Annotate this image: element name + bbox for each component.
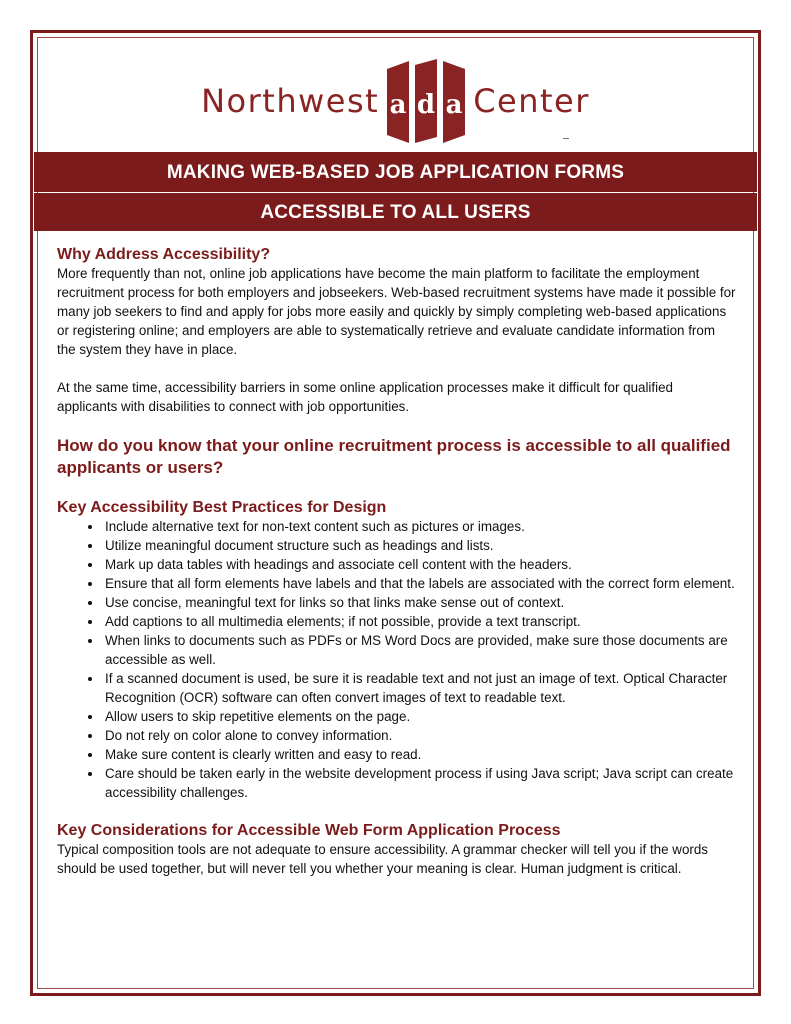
ada-logo-icon	[385, 59, 467, 143]
list-item: • Do not rely on color alone to convey information.	[103, 726, 737, 745]
considerations-heading: Key Considerations for Accessible Web Form Application Process	[57, 822, 561, 839]
considerations-paragraph: Typical composition tools are not adequate to ensure accessibility. A grammar checker will tell you if the words should be used together, but will never tell you whether your meaning is clear. Human judgment is critical.	[57, 842, 708, 876]
title-banner-line-2: ACCESSIBLE TO ALL USERS	[34, 193, 757, 231]
why-paragraph-2: At the same time, accessibility barriers in some online application processes make it difficult for qualified applicants with disabilities to connect with job opportunities.	[57, 380, 674, 414]
list-item: • Add captions to all multimedia elements; if not possible, provide a text transcript.	[103, 612, 737, 631]
main-content	[57, 246, 737, 878]
practices-list	[57, 517, 737, 802]
title-banner-line-1: MAKING WEB-BASED JOB APPLICATION FORMS	[34, 152, 757, 192]
list-item: • If a scanned document is used, be sure it is readable text and not just an image of text. Optical Character Recognition (OCR) software can often convert images of text to readable text.	[103, 669, 737, 707]
svg-text:a: a	[389, 90, 407, 120]
list-item: • Include alternative text for non-text content such as pictures or images.	[103, 517, 737, 536]
list-item: • Use concise, meaningful text for links so that links make sense out of context.	[103, 593, 737, 612]
why-heading: Why Address Accessibility?	[57, 246, 271, 263]
northwest-ada-center-logo	[0, 58, 791, 144]
how-heading: How do you know that your online recruitment process is accessible to all qualified applicants or users?	[57, 436, 731, 477]
list-item: • Ensure that all form elements have labels and that the labels are associated with the correct form element.	[103, 574, 737, 593]
svg-text:d: d	[417, 90, 436, 120]
list-item: • Make sure content is clearly written and easy to read.	[103, 745, 737, 764]
why-paragraph-1: More frequently than not, online job applications have become the main platform to facilitate the employment recruitment process for both employers and jobseekers. Web-based recruitment systems have made it possible for many job seekers to find and apply for jobs more easily and quickly by simply completing web-based applications or registering online; and employers are able to systematically retrieve and evaluate candidate information from the system they have in place.	[57, 266, 736, 357]
practices-heading: Key Accessibility Best Practices for Design	[57, 499, 387, 516]
list-item: • Allow users to skip repetitive elements on the page.	[103, 707, 737, 726]
list-item: • Care should be taken early in the website development process if using Java script; Java script can create accessibility challenges.	[103, 764, 737, 802]
decorative-dash	[563, 138, 569, 139]
logo-right-word: Center	[473, 82, 590, 120]
list-item: • Utilize meaningful document structure such as headings and lists.	[103, 536, 737, 555]
logo-left-word: Northwest	[201, 82, 380, 120]
list-item: • When links to documents such as PDFs or MS Word Docs are provided, make sure those documents are accessible as well.	[103, 631, 737, 669]
svg-text:a: a	[445, 90, 463, 120]
list-item: • Mark up data tables with headings and associate cell content with the headers.	[103, 555, 737, 574]
